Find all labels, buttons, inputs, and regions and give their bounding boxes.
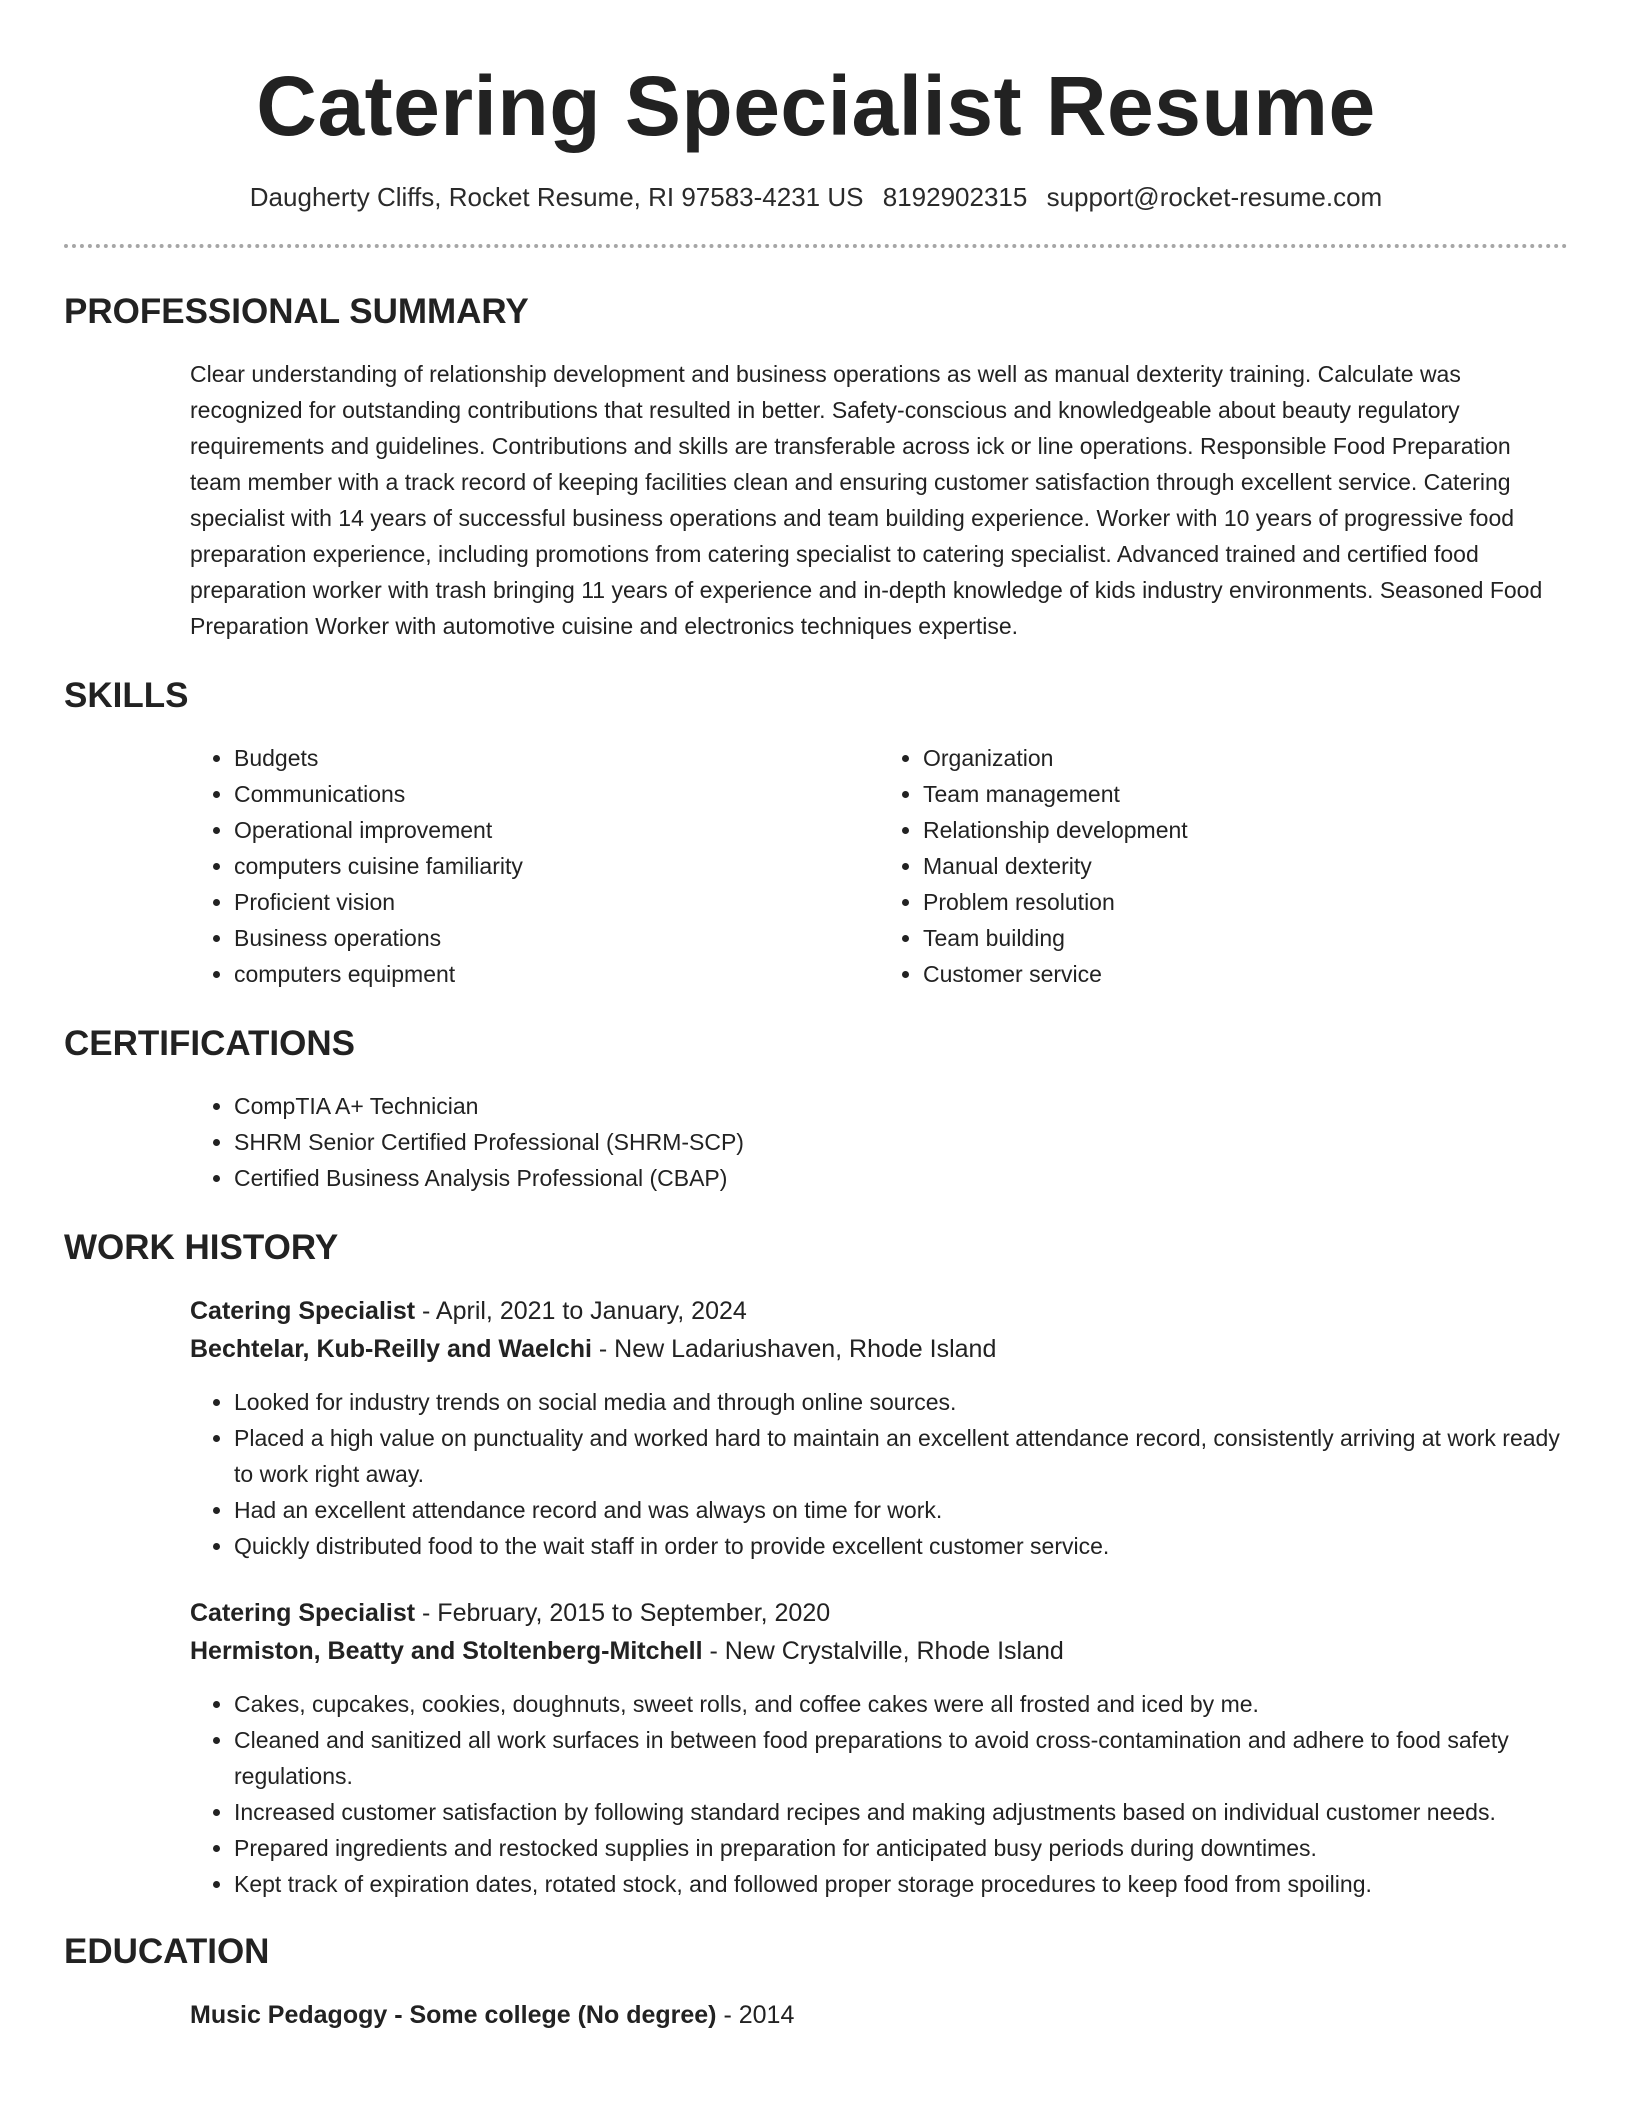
job-entry bbox=[64, 1594, 1568, 1902]
job-company: Hermiston, Beatty and Stoltenberg-Mitchell bbox=[190, 1637, 703, 1665]
skill-item: • Budgets bbox=[234, 740, 879, 776]
contact-line bbox=[64, 180, 1568, 214]
job-company: Bechtelar, Kub-Reilly and Waelchi bbox=[190, 1335, 592, 1363]
skill-item: • computers equipment bbox=[234, 956, 879, 992]
job-bullet: • Increased customer satisfaction by following standard recipes and making adjustments based on individual customer needs. bbox=[234, 1794, 1568, 1830]
job-bullet: • Kept track of expiration dates, rotated stock, and followed proper storage procedures to keep food from spoiling. bbox=[234, 1866, 1568, 1902]
job-title-line: Catering Specialist - April, 2021 to January, 2024 bbox=[190, 1297, 747, 1325]
job-bullets bbox=[190, 1384, 1568, 1564]
job-bullets bbox=[190, 1686, 1568, 1902]
resume-page bbox=[64, 0, 1568, 2034]
contact-address: Daugherty Cliffs, Rocket Resume, RI 97583-4231 US bbox=[249, 182, 864, 212]
skill-item: • Relationship development bbox=[923, 812, 1568, 848]
skill-item: • Proficient vision bbox=[234, 884, 879, 920]
education-heading: EDUCATION bbox=[64, 1932, 270, 1971]
job-dates: February, 2015 to September, 2020 bbox=[437, 1599, 831, 1627]
resume-title: Catering Specialist Resume bbox=[256, 59, 1376, 153]
job-title-line: Catering Specialist - February, 2015 to September, 2020 bbox=[190, 1599, 831, 1627]
skill-item: • Manual dexterity bbox=[923, 848, 1568, 884]
summary-text: Clear understanding of relationship development and business operations as well as manual dexterity training. Calculate was recognized for outstanding contributions that resulted in better. Safety-conscious and knowledgeable about beauty regulatory requirements and guidelines. Contributions and skills are transferable across ick or line operations. Responsible Food Preparation team member with a track record of keeping facilities clean and ensuring customer satisfaction through excellent service. Catering specialist with 14 years of successful business operations and team building experience. Worker with 10 years of progressive food preparation experience, including promotions from catering specialist to catering specialist. Advanced trained and certified food preparation worker with trash bringing 11 years of experience and in-depth knowledge of kids industry environments. Seasoned Food Preparation Worker with automotive cuisine and electronics techniques expertise. bbox=[190, 361, 1543, 639]
work-history-section bbox=[64, 1226, 1568, 1902]
skill-item: • computers cuisine familiarity bbox=[234, 848, 879, 884]
education-body bbox=[64, 1996, 1568, 2034]
job-bullet: • Quickly distributed food to the wait staff in order to provide excellent customer service. bbox=[234, 1528, 1568, 1564]
education-year: 2014 bbox=[738, 2001, 795, 2029]
job-title: Catering Specialist bbox=[190, 1599, 416, 1627]
education-line: Music Pedagogy - Some college (No degree) - 2014 bbox=[190, 2001, 795, 2029]
job-bullet: • Had an excellent attendance record and was always on time for work. bbox=[234, 1492, 1568, 1528]
summary-section bbox=[64, 290, 1568, 644]
job-bullet: • Looked for industry trends on social media and through online sources. bbox=[234, 1384, 1568, 1420]
job-location: New Ladariushaven, Rhode Island bbox=[614, 1335, 997, 1363]
job-dates: April, 2021 to January, 2024 bbox=[435, 1297, 747, 1325]
certifications-heading: CERTIFICATIONS bbox=[64, 1024, 356, 1063]
skill-item: • Problem resolution bbox=[923, 884, 1568, 920]
summary-body bbox=[64, 356, 1568, 644]
job-company-line: Bechtelar, Kub-Reilly and Waelchi - New Ladariushaven, Rhode Island bbox=[190, 1335, 997, 1363]
skill-item: • Organization bbox=[923, 740, 1568, 776]
job-bullet: • Cleaned and sanitized all work surfaces in between food preparations to avoid cross-contamination and adhere to food safety regulations. bbox=[234, 1722, 1568, 1794]
summary-heading: PROFESSIONAL SUMMARY bbox=[64, 292, 529, 331]
skill-item: • Communications bbox=[234, 776, 879, 812]
skills-list-right bbox=[879, 740, 1568, 992]
job-bullet: • Placed a high value on punctuality and worked hard to maintain an excellent attendance record, consistently arriving at work ready to work right away. bbox=[234, 1420, 1568, 1492]
certification-item: • CompTIA A+ Technician bbox=[234, 1088, 1568, 1124]
skill-item: • Business operations bbox=[234, 920, 879, 956]
skill-item: • Team building bbox=[923, 920, 1568, 956]
job-location: New Crystalville, Rhode Island bbox=[724, 1637, 1064, 1665]
work-history-heading: WORK HISTORY bbox=[64, 1228, 339, 1267]
education-degree: Music Pedagogy - Some college (No degree) bbox=[190, 2001, 717, 2029]
job-bullet: • Cakes, cupcakes, cookies, doughnuts, sweet rolls, and coffee cakes were all frosted and iced by me. bbox=[234, 1686, 1568, 1722]
header-divider bbox=[64, 244, 1568, 248]
contact-email: support@rocket-resume.com bbox=[1046, 182, 1383, 212]
job-company-line: Hermiston, Beatty and Stoltenberg-Mitchell - New Crystalville, Rhode Island bbox=[190, 1637, 1064, 1665]
job-title: Catering Specialist bbox=[190, 1297, 416, 1325]
certifications-body bbox=[64, 1088, 1568, 1196]
certification-item: • Certified Business Analysis Professional (CBAP) bbox=[234, 1160, 1568, 1196]
skills-body bbox=[64, 740, 1568, 992]
certifications-section bbox=[64, 1022, 1568, 1196]
skill-item: • Team management bbox=[923, 776, 1568, 812]
certifications-list bbox=[190, 1088, 1568, 1196]
contact-phone: 8192902315 bbox=[882, 182, 1028, 212]
skill-item: • Customer service bbox=[923, 956, 1568, 992]
skill-item: • Operational improvement bbox=[234, 812, 879, 848]
certification-item: • SHRM Senior Certified Professional (SHRM-SCP) bbox=[234, 1124, 1568, 1160]
education-section bbox=[64, 1930, 1568, 2034]
job-entry bbox=[64, 1292, 1568, 1564]
skills-section bbox=[64, 674, 1568, 992]
job-bullet: • Prepared ingredients and restocked supplies in preparation for anticipated busy periods during downtimes. bbox=[234, 1830, 1568, 1866]
skills-heading: SKILLS bbox=[64, 676, 189, 715]
skills-list-left bbox=[190, 740, 879, 992]
